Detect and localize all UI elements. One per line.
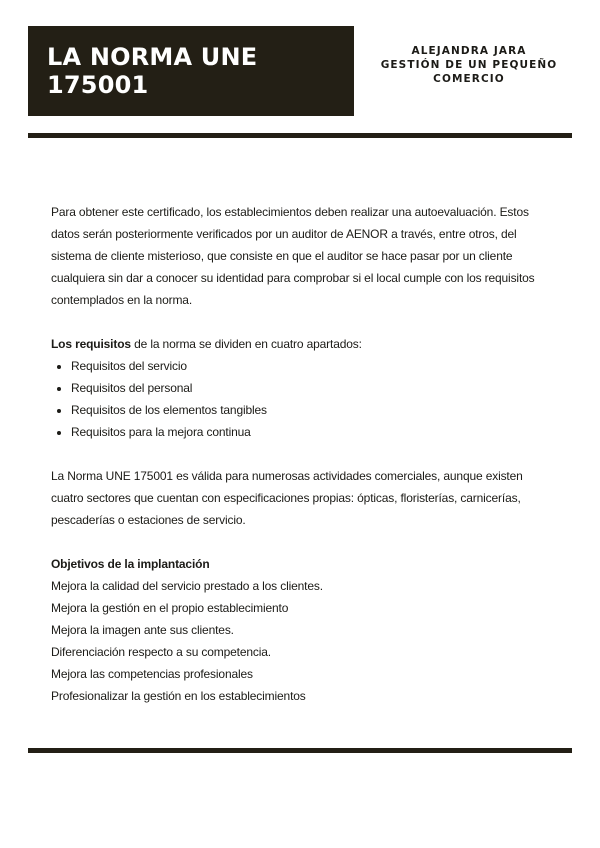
objectives-list	[51, 575, 551, 707]
page-title: LA NORMA UNE 175001	[47, 43, 258, 99]
sectors-paragraph: La Norma UNE 175001 es válida para numerosas actividades comerciales, aunque existen cuatro sectores que cuentan con especificaciones propias: ópticas, floristerías, carnicerías, pescaderías o estaciones de servicio.	[51, 469, 523, 527]
list-item: • Requisitos del personal	[71, 377, 551, 399]
author-subtitle-line-1: GESTIÓN DE UN PEQUEÑO	[380, 59, 558, 71]
objectives-heading	[51, 553, 551, 575]
author-subtitle-line-2: COMERCIO	[433, 73, 505, 85]
document-body	[51, 201, 551, 707]
bottom-divider	[28, 748, 572, 753]
intro-paragraph: Para obtener este certificado, los establecimientos deben realizar una autoevaluación. Estos datos serán posteriormente verificados por un auditor de AENOR a través, entre otros, del sistema de cliente misterioso, que consiste en que el auditor se hace pasar por un cliente cualquiera sin dar a conocer su identidad para comprobar si el local cumple con los requisitos contemplados en la norma.	[51, 205, 535, 307]
spacer	[51, 531, 551, 553]
requirements-bold: Los requisitos	[51, 337, 131, 351]
title-banner	[28, 26, 354, 116]
list-item: • Requisitos de los elementos tangibles	[71, 399, 551, 421]
requirements-intro-text: de la norma se dividen en cuatro apartados:	[130, 337, 362, 351]
list-item: Mejora la imagen ante sus clientes.	[51, 623, 234, 637]
requirements-intro	[51, 333, 551, 355]
spacer	[51, 443, 551, 465]
top-divider	[28, 133, 572, 138]
list-item: Diferenciación respecto a su competencia.	[51, 645, 271, 659]
author-block	[378, 44, 560, 86]
list-item: • Requisitos para la mejora continua	[71, 421, 551, 443]
objectives-heading-text: Objetivos de la implantación	[51, 557, 210, 571]
spacer	[51, 311, 551, 333]
list-item: • Requisitos del servicio	[71, 355, 551, 377]
list-item: Mejora la calidad del servicio prestado a los clientes.	[51, 579, 323, 593]
list-item: Mejora la gestión en el propio establecimiento	[51, 601, 289, 615]
author-name: ALEJANDRA JARA	[411, 45, 527, 57]
list-item: Mejora las competencias profesionales	[51, 667, 253, 681]
list-item: Profesionalizar la gestión en los establecimientos	[51, 689, 306, 703]
requirements-list	[51, 355, 551, 443]
